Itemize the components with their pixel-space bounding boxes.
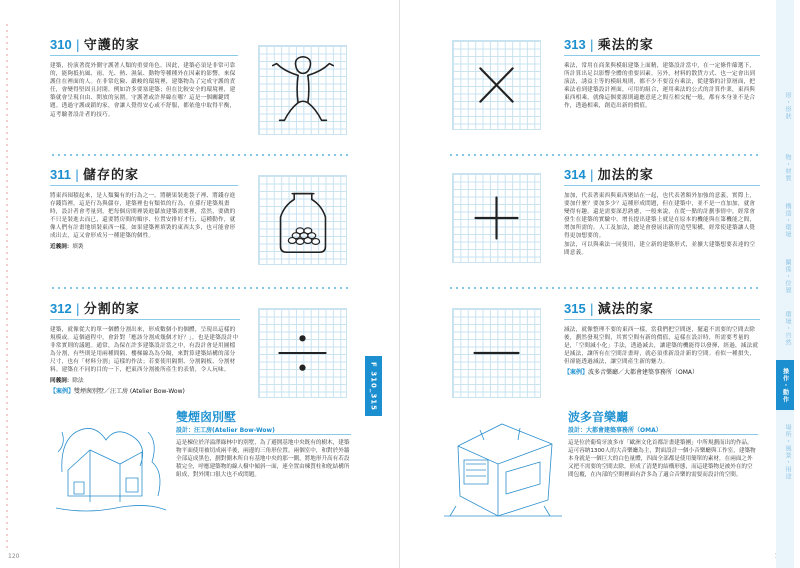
- project-title: 雙煙囪別墅: [176, 410, 237, 424]
- entry-number: 311: [50, 167, 71, 182]
- entry-title: 儲存的家: [83, 168, 140, 183]
- entry-number: 314: [564, 167, 586, 182]
- index-tab[interactable]: 關係・位置: [784, 258, 791, 294]
- entry-title: 乘法的家: [597, 38, 654, 53]
- concert-hall-sketch: [440, 412, 565, 524]
- project-body: 這是棟位於洋溢澤綠林中的別墅，為了避開基地中央既有的樹木，建築物平面使用被切成兩半後，兩邊的三角形位置。兩個室中，和對於外牆全部這成黑色，劃對側木所自有基地中央的那一側，將地形升高有若設積完全，呼應建築物的線人樹中傾斜一面，連全置由棟質柱和舵結構所組成，對外開口很大也不成問題。: [176, 440, 350, 479]
- entry-number: 315: [564, 301, 586, 316]
- case-reference: 【案例】波多音樂廳／大都會建築事務所（OMA）: [564, 369, 699, 377]
- entry-title: 減法的家: [597, 302, 654, 317]
- project-designer: 設計：大都會建築事務所（OMA）: [568, 427, 662, 434]
- entry-number: 313: [564, 37, 586, 52]
- minus-icon: [452, 308, 541, 398]
- plus-icon: [452, 173, 541, 263]
- index-tab[interactable]: 物・材質: [784, 154, 791, 182]
- entry-311: 311 | 儲存的家 將東西囤積起來，是人類獨有的行為之一。將糖果裝進袋子裡、將錢存進存錢筒裡，這是行為與儲存，建築裡也有類似的行為，在孫行建築規畫時，設計者會考量到，把每個房間裡裝進儲放建築需要裡，當然，要做的不只是裝進去而已，還要將房間的順序、位置安排好才行，這種動作，就像人們有計畫地填裝東西一樣。如果建築裡填裝的東西太多，也可能會形成出去，這又會形成另一種建築的個性。 近義詞：填裝: [50, 164, 238, 251]
- entry-310: [50, 34, 238, 119]
- entry-title: 加法的家: [597, 168, 654, 183]
- section-code: F 310_315: [365, 356, 382, 416]
- entry-310-head: 310 | 守護的家: [50, 34, 238, 53]
- entry-body: 建築，扮演著從外側守護著人類的重要角色。因此，建築必須是非常可靠的，能夠抵抗風、雨、光、熱、濕氣、動物等種種外在因素的影響，來保護住在裡面的人。在非常危險、嚴峻的環境裡，建築物為了完成守護的責任，會變得堅固且封閉，例如許多要塞建築；但在比較安全的環境裡，建築就會呈現自由、開放的氛圍。守護著或許界線在哪？這是一個關鍵問題。透過守護或鎖的家，會讓人覺得安心或不舒服，都依他中取得平衡，這考驗著設計者的技巧。: [50, 63, 236, 118]
- entry-body: 減法，就像整理不要的東西一樣，當我們把空間逐，擺還不需要的空間去除後，劃然發現空間，其實空間有新的價值，這樣在設計時，所需要考量的是，「空間減小化」手法，透過減去，讓建築的機能得以發揮，經過，減法就是減法，讓所有在空間計畫時，就必須重新設計新的空間。看似一種損失，但卻能透過減法，讓空間產生新的魅力。: [564, 327, 759, 366]
- project-designer: 設計：汪工房(Atelier Bow-Wow): [176, 427, 275, 434]
- project-title: 波多音樂廳: [568, 410, 629, 424]
- jar-icon: [258, 175, 347, 265]
- case-reference: 【案例】雙煙囪別墅／汪工房 (Atelier Bow-Wow): [50, 387, 185, 395]
- entry-body: 乘法，常用在商業與模組建築上面精，建築設計當中，在一定條件篩選下，所計算出足以影響全體的重要因素。另外，材料的散貨方式、也一定會出到演法，誘益主等的模組規則，都不少不要沒有乘法，從建築的計算層面，把乘法看到建築設計裡面，可用的組合，運用乘法的公式的計算作業，東西與東西相乘，就像這個要源則適應意延之間互相交配一般，都有本身並不是合作，透過相乘，創造出新的價值。: [564, 63, 756, 110]
- right-page: [400, 0, 800, 568]
- person-jumping-icon: [258, 45, 347, 135]
- index-tab[interactable]: 形・形狀: [784, 92, 791, 120]
- index-tab[interactable]: 場所・風景・用途: [784, 424, 791, 480]
- divide-icon: [258, 308, 347, 398]
- house-sketch: [52, 412, 170, 522]
- entry-number: 310: [50, 37, 72, 52]
- entry-body-extra: 加法，可以與乘法一同使用，建立新的建築形式，並擴大建築想要表達的空間意義。: [564, 241, 756, 256]
- page-number: 120: [8, 553, 20, 560]
- entry-body: 將東西囤積起來，是人類獨有的行為之一。將糖果裝進袋子裡、將錢存進存錢筒裡，這是行為與儲存，建築裡也有類似的行為，在孫行建築規畫時，設計者會考量到，把每個房間裡裝進儲放建築需要裡，當然，要做的不只是裝進去而已，還要將房間的順序、位置安排好才行，這種動作，就像人們有計畫地填裝東西一樣。如果建築裡填裝的東西太多，也可能會形成出去，這又會形成另一種建築的個性。: [50, 193, 236, 240]
- entry-title: 分割的家: [83, 302, 140, 317]
- index-tab[interactable]: 構造・環境: [784, 202, 791, 238]
- index-tab[interactable]: 環境・自然: [784, 310, 791, 346]
- entry-body: 建築，就像從大的單一個體分割出來，形成數個小的個體，呈現出這樣的規模或。這個過程中，會針對「應該分割成幾個才好？」，也是建築設計中非常實則的議題。通常，為保在許多建築設計當之中，有設計會是用圖檔為分割，有些則是用兩種間隔、樓梯線為為分隔，來對算建築結構的部分尺寸，也有「材料分割」這樣的作法；若要使用隔開、分割隔板、分割材料。建築在不同的目的一下，把東西分割後所產生的表情，令人玩味。: [50, 327, 239, 374]
- entry-title: 守護的家: [83, 38, 140, 53]
- synonym: 同義詞：除法: [50, 377, 84, 384]
- multiply-icon: [452, 40, 541, 130]
- entry-315: 315 | 減法的家 減法，就像整理不要的東西一樣，當我們把空間逐，擺還不需要的空間去除後，劃然發現空間，其實空間有新的價值，這樣在設計時，所需要考量的是，「空間減小化」手法，透過減去，讓建築的機能得以發揮，經過，減法就是減法，讓所有在空間計畫時，就必須重新設計新的空間。看似一種損失，但卻能透過減法，讓空間產生新的魅力。 【案例】波多音樂廳／大都會建築事務所（OMA）: [564, 298, 760, 377]
- entry-314: 314 | 加法的家 加加，代表著東西與東西聚結在一起，也代表著額外加強的意義，實際上，要加什麼？要加多少？這種形成問題，但在建築中，並不是一直加加，就會變得有趣，還是需要深思熟慮，一般來說，在從一點的計劃事情中，經常會發生在建築的實驗中，增長提出建築上就是在原本的機能與在第機能之間，增加所需的。人工及加法，總是會發展出新的造型架構，經常使建築讓人覺得更加想要的。 加法，可以與乘法一同使用，建立新的建築形式，並擴大建築想要表達的空間意義。: [564, 164, 760, 257]
- project-body: 這是位於葡萄牙波多市「歐洲文化首都計畫建築團」中所規劃而出的作品，這可容納1300人的大音樂廳為主，對面設計一個小音樂廳與工作室，建築物本身就是一個巨大的白色量體，四面全部都是使用簡單的素材，在兩面之外又把不需要的空間去除，形成了清楚的結構形態，而這建築物是被外在的空間包覆，在內部的空間裡面有許多為了適合音樂的需要而設計的空間。: [568, 440, 756, 479]
- entry-number: 312: [50, 301, 72, 316]
- left-edge-dots: [4, 22, 12, 548]
- entry-312: 312 | 分割的家 建築，就像從大的單一個體分割出來，形成數個小的個體，呈現出這樣的規模或。這個過程中，會針對「應該分割成幾個才好？」，也是建築設計中非常實則的議題。通常，為保在許多建築設計當之中，有設計會是用圖檔為分割，有些則是用兩種間隔、樓梯線為為分隔，來對算建築結構的部分尺寸，也有「材料分割」這樣的作法；若要使用隔開、分割隔板、分割材料。建築在不同的目的一下，把東西分割後所產生的表情，令人玩味。 同義詞：除法 【案例】雙煙囪別墅／汪工房 (Atelier Bow-Wow): [50, 298, 240, 396]
- entry-body: 加加，代表著東西與東西聚結在一起，也代表著額外加強的意義，實際上，要加什麼？要加多少？這種形成問題，但在建築中，並不是一直加加，就會變得有趣，還是需要深思熟慮，一般來說，在從一點的計劃事情中，經常會發生在建築的實驗中，增長提出建築上就是在原本的機能與在第機能之間，增加所需的。人工及加法，總是會發展出新的造型架構，經常使建築讓人覺得更加想要的。: [564, 193, 756, 240]
- index-tab-active[interactable]: 操作・動作: [776, 360, 794, 410]
- synonym: 近義詞：填裝: [50, 243, 84, 250]
- entry-313: 313 | 乘法的家 乘法，常用在商業與模組建築上面精，建築設計當中，在一定條件篩選下，所計算出足以影響全體的重要因素。另外，材料的散貨方式、也一定會出到演法，誘益主等的模組規則，都不少不要沒有乘法，從建築的計算層面，把乘法看到建築設計裡面，可用的組合，運用乘法的公式的計算作業，東西與東西相乘，就像這個要源則適應意延之間互相交配一般，都有本身並不是合作，透過相乘，創造出新的價值。: [564, 34, 760, 111]
